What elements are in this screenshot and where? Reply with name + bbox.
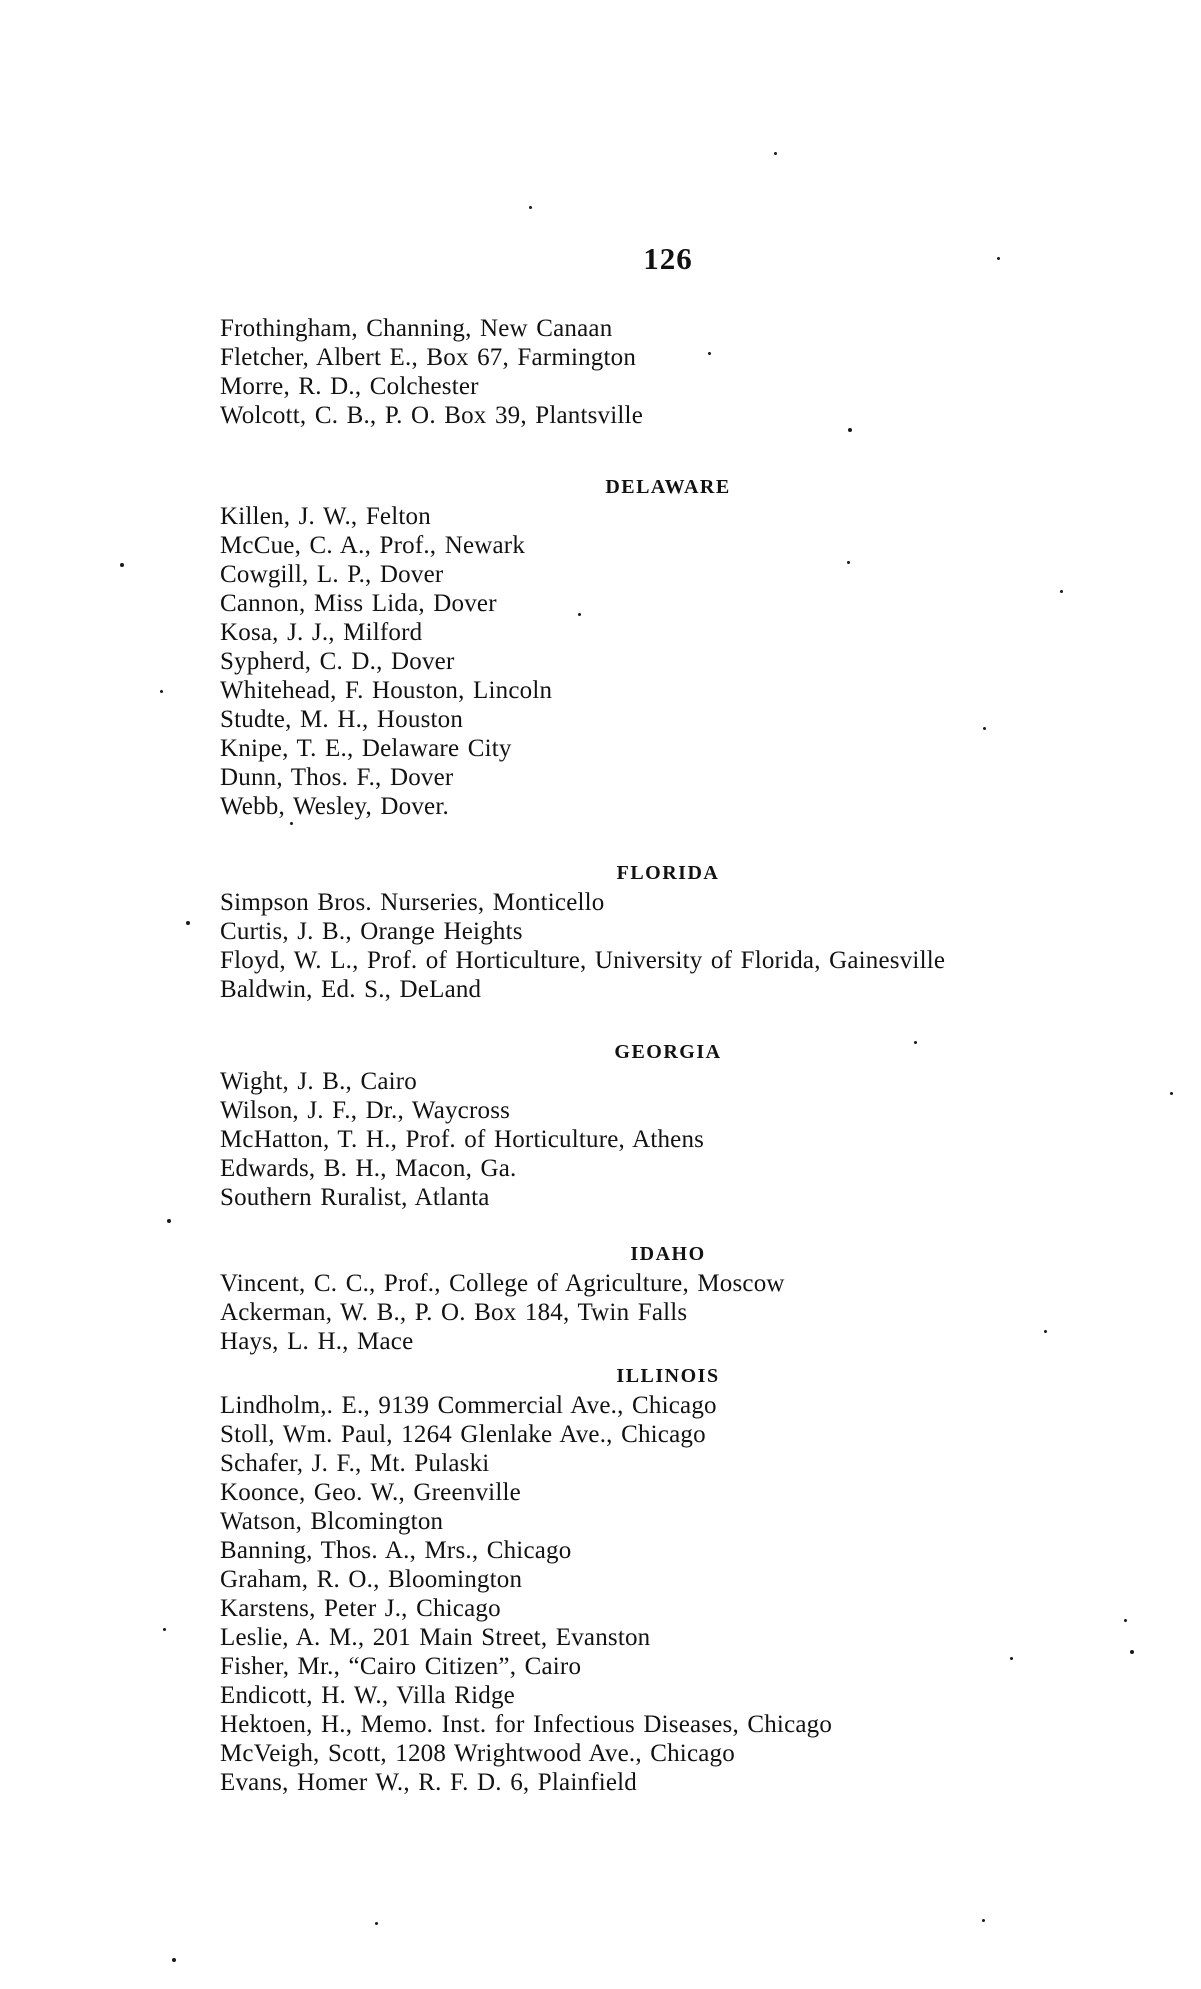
scan-speck	[172, 1958, 176, 1962]
directory-entry: Wilson, J. F., Dr., Waycross	[220, 1097, 511, 1124]
scan-speck	[1130, 1650, 1134, 1654]
scan-speck	[1124, 1619, 1127, 1622]
directory-entry: Morre, R. D., Colchester	[220, 373, 479, 400]
directory-entry: Banning, Thos. A., Mrs., Chicago	[220, 1537, 572, 1564]
state-sections	[220, 473, 1116, 1797]
state-heading: FLORIDA	[616, 862, 720, 884]
scan-speck	[163, 1628, 166, 1631]
directory-entry: Wolcott, C. B., P. O. Box 39, Plantsville	[220, 402, 643, 429]
scan-speck	[186, 921, 190, 925]
directory-entry: Edwards, B. H., Macon, Ga.	[220, 1155, 517, 1182]
directory-entry: Hektoen, H., Memo. Inst. for Infectious Diseases, Chicago	[220, 1711, 833, 1738]
scan-speck	[375, 1922, 378, 1925]
directory-entry: Cannon, Miss Lida, Dover	[220, 590, 497, 617]
directory-entry: McVeigh, Scott, 1208 Wrightwood Ave., Chicago	[220, 1740, 735, 1767]
directory-entry: Graham, R. O., Bloomington	[220, 1566, 523, 1593]
directory-entry: Schafer, J. F., Mt. Pulaski	[220, 1450, 490, 1477]
directory-entry: McCue, C. A., Prof., Newark	[220, 532, 526, 559]
directory-entry: Whitehead, F. Houston, Lincoln	[220, 677, 553, 704]
directory-entry: Killen, J. W., Felton	[220, 503, 431, 530]
directory-entry: Vincent, C. C., Prof., College of Agriculture, Moscow	[220, 1270, 785, 1297]
directory-entry: Stoll, Wm. Paul, 1264 Glenlake Ave., Chicago	[220, 1421, 706, 1448]
scan-speck	[529, 206, 532, 209]
scan-speck	[1170, 1092, 1173, 1095]
directory-entry: Baldwin, Ed. S., DeLand	[220, 976, 482, 1003]
directory-entry: Karstens, Peter J., Chicago	[220, 1595, 501, 1622]
scan-speck	[167, 1219, 171, 1223]
state-heading: IDAHO	[630, 1243, 706, 1265]
directory-entry: Kosa, J. J., Milford	[220, 619, 423, 646]
scan-speck	[982, 1919, 985, 1922]
state-section-georgia	[220, 1038, 1116, 1212]
state-section-illinois	[220, 1362, 1116, 1797]
directory-entry: Dunn, Thos. F., Dover	[220, 764, 454, 791]
scan-speck	[774, 152, 777, 155]
directory-entry: Knipe, T. E., Delaware City	[220, 735, 512, 762]
directory-entry: Curtis, J. B., Orange Heights	[220, 918, 523, 945]
state-heading: ILLINOIS	[616, 1365, 720, 1387]
state-section-florida	[220, 859, 1116, 1004]
directory-entry: Simpson Bros. Nurseries, Monticello	[220, 889, 605, 916]
directory-entry: Fisher, Mr., “Cairo Citizen”, Cairo	[220, 1653, 582, 1680]
page-content	[220, 241, 1116, 1797]
scan-speck	[120, 563, 124, 567]
directory-entry: McHatton, T. H., Prof. of Horticulture, Athens	[220, 1126, 705, 1153]
directory-entry: Webb, Wesley, Dover.	[220, 793, 449, 820]
directory-entry: Lindholm,. E., 9139 Commercial Ave., Chicago	[220, 1392, 717, 1419]
directory-entry: Ackerman, W. B., P. O. Box 184, Twin Falls	[220, 1299, 688, 1326]
directory-entry: Frothingham, Channing, New Canaan	[220, 315, 613, 342]
directory-entry: Koonce, Geo. W., Greenville	[220, 1479, 521, 1506]
directory-entry: Cowgill, L. P., Dover	[220, 561, 444, 588]
directory-entry: Wight, J. B., Cairo	[220, 1068, 417, 1095]
state-section-idaho	[220, 1240, 1116, 1356]
directory-entry: Leslie, A. M., 201 Main Street, Evanston	[220, 1624, 651, 1651]
directory-entry: Evans, Homer W., R. F. D. 6, Plainfield	[220, 1769, 638, 1796]
state-section-delaware	[220, 473, 1116, 821]
directory-entry: Sypherd, C. D., Dover	[220, 648, 455, 675]
continued-entries-block	[220, 314, 1116, 430]
state-heading: GEORGIA	[614, 1041, 722, 1063]
state-heading: DELAWARE	[605, 476, 731, 498]
directory-entry: Studte, M. H., Houston	[220, 706, 464, 733]
directory-entry: Floyd, W. L., Prof. of Horticulture, University of Florida, Gainesville	[220, 947, 946, 974]
directory-entry: Fletcher, Albert E., Box 67, Farmington	[220, 344, 637, 371]
directory-entry: Southern Ruralist, Atlanta	[220, 1184, 490, 1211]
directory-entry: Watson, Blcomington	[220, 1508, 444, 1535]
scan-speck	[160, 690, 163, 693]
directory-entry: Hays, L. H., Mace	[220, 1328, 414, 1355]
page-number: 126	[643, 241, 693, 276]
directory-entry: Endicott, H. W., Villa Ridge	[220, 1682, 515, 1709]
